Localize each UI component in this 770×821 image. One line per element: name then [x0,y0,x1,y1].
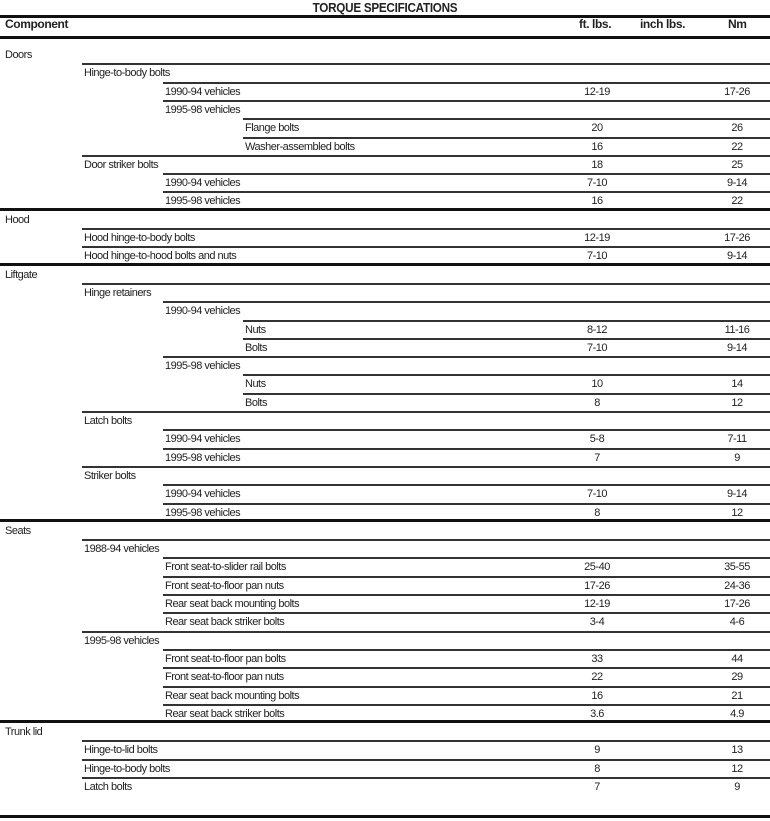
table-row [0,64,770,82]
row-divider [163,173,770,175]
row-divider [243,374,770,376]
ft-lbs-value: 16 [591,195,603,208]
ft-lbs-value: 7 [594,781,600,793]
nm-value: 29 [731,671,743,684]
component-label: Hinge retainers [84,286,152,299]
component-label: Nuts [245,378,266,391]
row-divider [82,740,770,742]
row-divider [163,301,770,303]
column-header-inch-lbs: inch lbs. [640,17,686,31]
ft-lbs-value: 7-10 [586,488,608,501]
nm-value: 9-14 [726,250,748,263]
component-label: Latch bolts [84,415,132,427]
row-divider [163,667,770,669]
row-divider [82,539,770,541]
table-row [0,284,770,302]
component-label: 1995-98 vehicles [165,195,241,208]
row-divider [163,612,770,614]
nm-value: 12 [731,762,743,775]
row-divider [163,100,770,102]
nm-value: 17-26 [724,598,750,610]
row-divider [82,283,770,285]
row-divider [243,320,770,322]
table-row [0,229,770,247]
component-label: Liftgate [5,268,38,281]
ft-lbs-value: 16 [591,689,603,702]
row-divider [163,594,770,596]
component-label: Rear seat back striker bolts [165,616,285,629]
table-row [0,467,770,485]
table-row [0,119,770,137]
ft-lbs-value: 8 [594,762,600,775]
ft-lbs-value: 7-10 [586,341,608,354]
nm-value: 35-55 [724,561,750,574]
row-divider [163,191,770,193]
component-label: Latch bolts [84,781,132,793]
ft-lbs-value: 33 [591,652,603,665]
component-label: Bolts [245,396,267,409]
section-row [0,266,770,284]
component-label: Door striker bolts [84,158,159,171]
ft-lbs-value: 7 [594,451,600,464]
nm-value: 9-14 [726,341,748,354]
ft-lbs-value: 7-10 [586,250,608,263]
nm-value: 44 [731,652,743,665]
row-divider [163,649,770,651]
row-divider [0,519,770,522]
table-row [0,595,770,613]
row-divider [243,118,770,120]
row-divider [82,466,770,468]
ft-lbs-value: 8 [594,396,600,409]
table-row [0,375,770,393]
table-row [0,650,770,668]
nm-value: 9-14 [726,488,748,501]
table-row [0,778,770,796]
section-row [0,723,770,741]
row-divider [163,503,770,505]
table-row [0,339,770,357]
table-row [0,687,770,705]
row-divider [163,557,770,559]
ft-lbs-value: 12-19 [584,85,610,98]
row-divider [82,777,770,779]
row-divider [243,393,770,395]
row-divider [82,246,770,248]
component-label: 1990-94 vehicles [165,488,241,501]
table-row [0,101,770,119]
component-label: Striker bolts [84,469,136,482]
row-divider [163,429,770,431]
table-row [0,302,770,320]
component-label: Trunk lid [5,726,43,739]
row-divider [82,411,770,413]
table-row [0,632,770,650]
table-row [0,449,770,467]
column-header-nm: Nm [728,17,747,31]
row-divider [163,484,770,486]
table-row [0,394,770,412]
component-label: Washer-assembled bolts [245,140,355,153]
component-label: Rear seat back mounting bolts [165,689,300,702]
table-row [0,83,770,101]
table-row [0,174,770,192]
table-row [0,741,770,759]
nm-value: 13 [731,744,743,757]
component-label: Front seat-to-floor pan nuts [165,579,284,592]
row-divider [163,82,770,84]
row-divider [0,263,770,266]
ft-lbs-value: 20 [591,122,603,135]
table-row [0,430,770,448]
header-bottom-rule [0,36,770,39]
nm-value: 9 [734,781,740,793]
component-label: Nuts [245,323,266,336]
component-label: 1995-98 vehicles [165,360,241,373]
row-divider [82,759,770,761]
column-header-ft-lbs: ft. lbs. [579,17,612,31]
component-label: Front seat-to-floor pan nuts [165,671,284,684]
component-label: Hinge-to-body bolts [84,67,170,80]
row-divider [0,208,770,211]
ft-lbs-value: 17-26 [584,579,610,592]
row-divider [243,137,770,139]
table-row [0,412,770,430]
table-row [0,156,770,174]
component-label: Hinge-to-lid bolts [84,744,158,757]
table-row [0,540,770,558]
section-row [0,46,770,64]
nm-value: 22 [731,140,743,153]
nm-value: 9 [734,451,740,464]
table-bottom-rule [0,815,770,818]
section-row [0,211,770,229]
table-row [0,485,770,503]
row-divider [163,356,770,358]
nm-value: 12 [731,396,743,409]
ft-lbs-value: 7-10 [586,177,608,190]
table-row [0,760,770,778]
component-label: 1990-94 vehicles [165,433,241,446]
component-label: Bolts [245,341,267,354]
row-divider [0,720,770,723]
row-divider [82,63,770,65]
component-label: Hood hinge-to-body bolts [84,232,195,244]
component-label: Rear seat back mounting bolts [165,598,300,610]
ft-lbs-value: 8-12 [586,323,608,336]
component-label: Rear seat back striker bolts [165,707,285,720]
ft-lbs-value: 9 [594,744,600,757]
ft-lbs-value: 8 [594,506,600,519]
component-label: 1995-98 vehicles [84,634,160,647]
ft-lbs-value: 16 [591,140,603,153]
nm-value: 11-16 [724,323,750,336]
ft-lbs-value: 12-19 [584,598,610,610]
row-divider [163,686,770,688]
nm-value: 9-14 [726,177,748,190]
table-row [0,577,770,595]
component-label: Hinge-to-body bolts [84,762,170,775]
ft-lbs-value: 5-8 [589,433,605,446]
row-divider [163,448,770,450]
row-divider [163,576,770,578]
ft-lbs-value: 3.6 [590,707,604,720]
nm-value: 25 [731,158,743,171]
component-label: Hood [5,213,30,226]
row-divider [82,228,770,230]
column-header-component: Component [5,17,69,31]
ft-lbs-value: 3-4 [589,616,605,629]
ft-lbs-value: 12-19 [584,232,610,244]
ft-lbs-value: 25-40 [584,561,610,574]
component-label: Flange bolts [245,122,299,135]
section-row [0,522,770,540]
component-label: Doors [5,49,32,61]
nm-value: 24-36 [724,579,750,592]
ft-lbs-value: 18 [591,158,603,171]
component-label: 1995-98 vehicles [165,451,241,464]
table-row [0,357,770,375]
component-label: 1990-94 vehicles [165,85,241,98]
component-label: Front seat-to-floor pan bolts [165,652,286,665]
row-divider [82,155,770,157]
component-label: 1995-98 vehicles [165,103,241,116]
nm-value: 7-11 [727,433,747,446]
nm-value: 12 [731,506,743,519]
component-label: 1990-94 vehicles [165,305,241,318]
component-label: 1990-94 vehicles [165,177,241,190]
row-divider [243,338,770,340]
nm-value: 14 [731,378,743,391]
table-row [0,613,770,631]
component-label: Front seat-to-slider rail bolts [165,561,286,574]
row-divider [163,704,770,706]
table-row [0,321,770,339]
ft-lbs-value: 22 [591,671,603,684]
component-label: Seats [5,524,31,537]
component-label: 1995-98 vehicles [165,506,241,519]
ft-lbs-value: 10 [591,378,603,391]
nm-value: 17-26 [724,85,750,98]
component-label: 1988-94 vehicles [84,543,160,556]
table-row [0,558,770,576]
nm-value: 17-26 [724,232,750,244]
nm-value: 4-6 [729,616,745,629]
table-title: TORQUE SPECIFICATIONS [312,0,458,15]
nm-value: 4.9 [730,707,744,720]
nm-value: 26 [731,122,743,135]
row-divider [82,631,770,633]
table-row [0,668,770,686]
component-label: Hood hinge-to-hood bolts and nuts [84,250,237,263]
nm-value: 21 [731,689,743,702]
nm-value: 22 [731,195,743,208]
table-row [0,138,770,156]
